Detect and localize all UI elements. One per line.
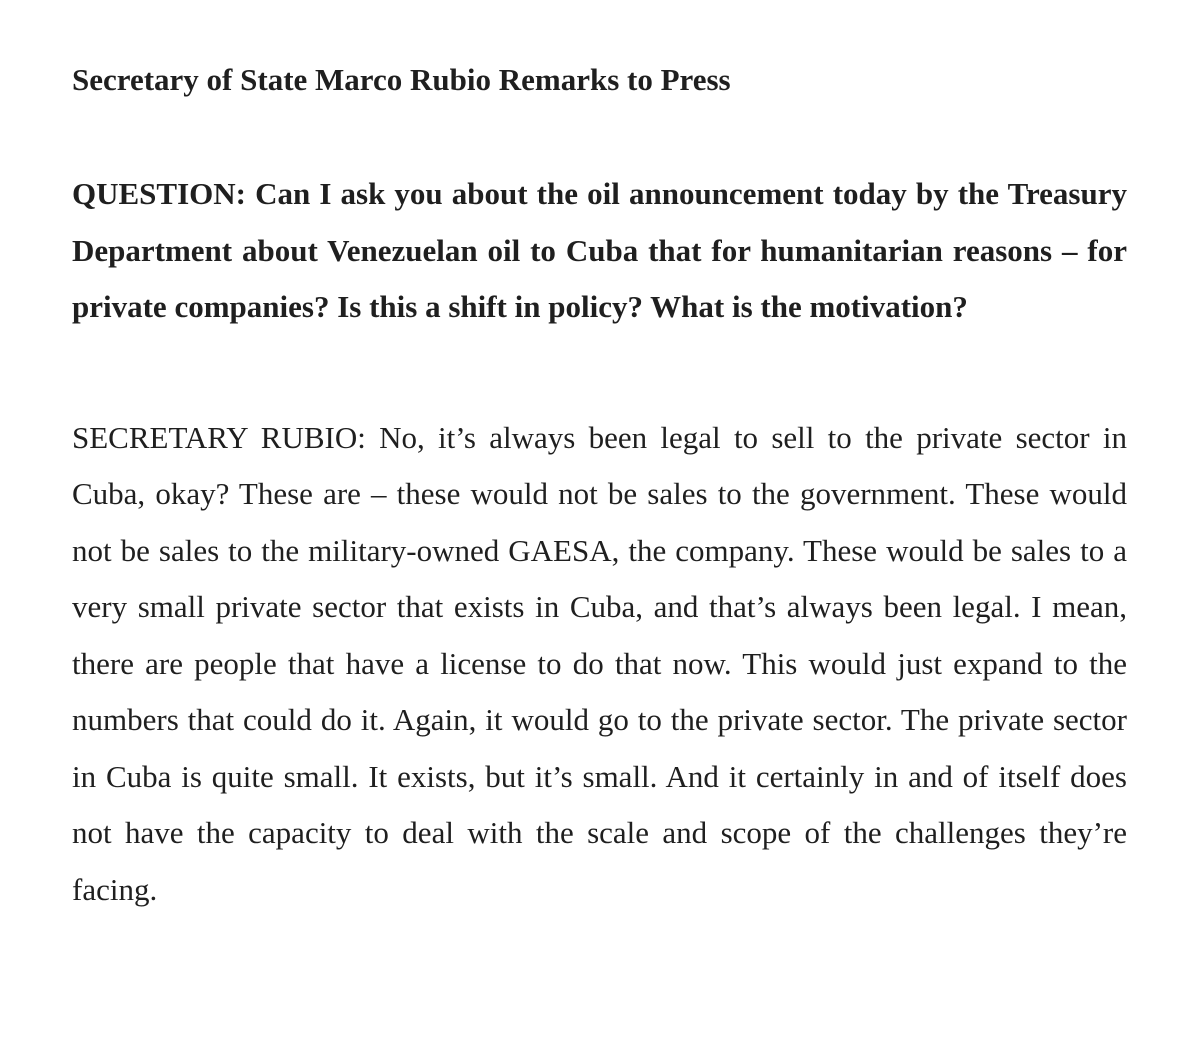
page-title: Secretary of State Marco Rubio Remarks to Press bbox=[72, 62, 731, 97]
question-paragraph: QUESTION: Can I ask you about the oil announcement today by the Treasury Department about Venezuelan oil to Cuba that for humanitarian reasons – for private companies? Is this a shift in policy? What is the motivation? bbox=[72, 176, 1127, 324]
document-body bbox=[72, 52, 1127, 918]
answer-paragraph: SECRETARY RUBIO: No, it’s always been legal to sell to the private sector in Cuba, okay? These are – these would not be sales to the government. These would not be sales to the military-owned GAESA, the company. These would be sales to a very small private sector that exists in Cuba, and that’s always been legal. I mean, there are people that have a license to do that now. This would just expand to the numbers that could do it. Again, it would go to the private sector. The private sector in Cuba is quite small. It exists, but it’s small. And it certainly in and of itself does not have the capacity to deal with the scale and scope of the challenges they’re facing. bbox=[72, 419, 1127, 907]
